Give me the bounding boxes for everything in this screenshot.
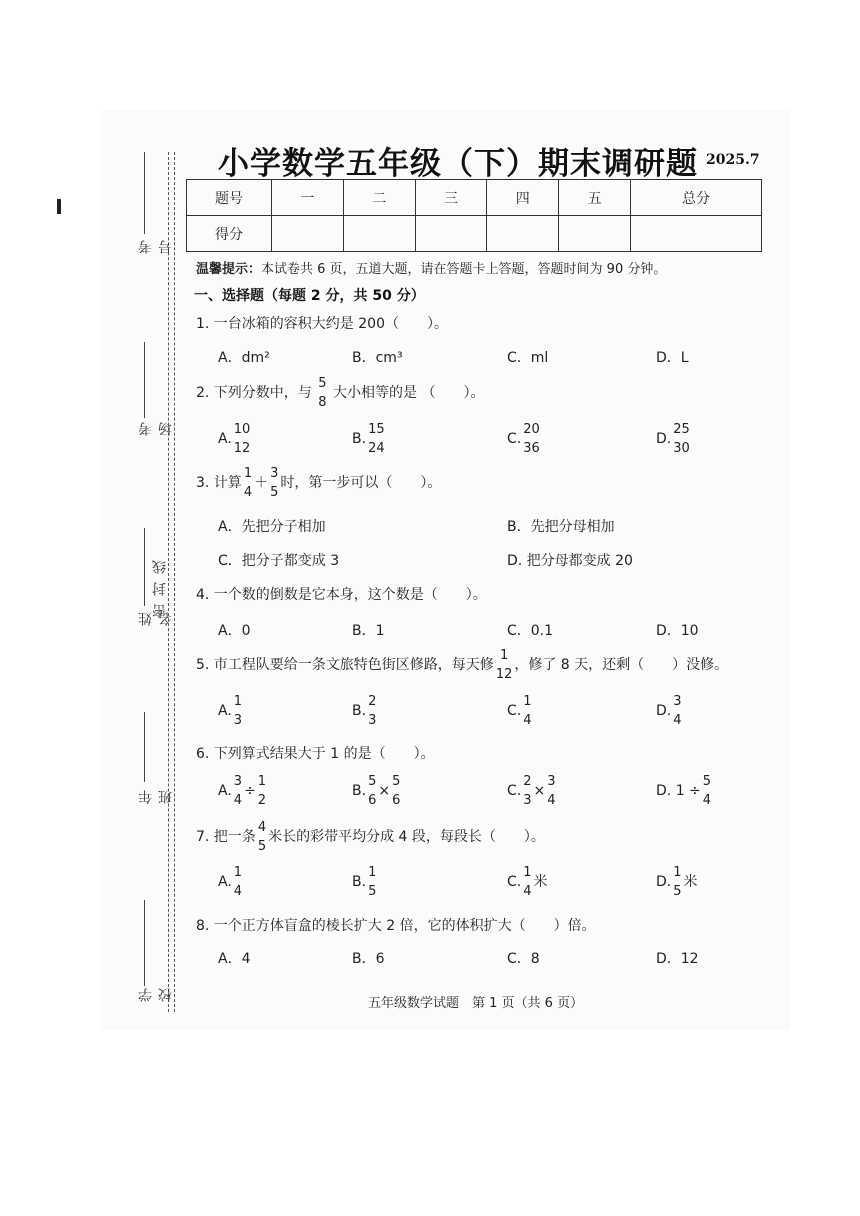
option-a[interactable]	[218, 420, 252, 458]
numerator: 1	[523, 694, 532, 709]
denominator: 30	[673, 441, 690, 456]
option-c[interactable]: C．ml	[507, 350, 549, 366]
option-letter: A.	[218, 703, 232, 719]
numerator: 5	[318, 376, 327, 391]
option-d[interactable]: D．10	[656, 623, 699, 639]
fraction	[547, 772, 555, 810]
denominator: 12	[495, 667, 513, 682]
option-letter: B.	[352, 874, 367, 890]
option-letter: D.	[656, 703, 672, 719]
denominator: 4	[233, 793, 243, 808]
page-title: 小学数学五年级（下）期末调研题	[218, 146, 698, 182]
operator: ÷	[244, 783, 256, 799]
question-7	[196, 818, 545, 856]
fraction	[523, 692, 531, 730]
option-b[interactable]	[352, 863, 378, 901]
denominator: 5	[270, 485, 279, 500]
option-d[interactable]: D．L	[656, 350, 689, 366]
option-b[interactable]	[352, 420, 387, 458]
option-a[interactable]: A．dm²	[218, 350, 270, 366]
option-letter: A.	[218, 431, 232, 447]
denominator: 36	[523, 441, 540, 456]
fraction	[673, 863, 681, 901]
fraction	[318, 374, 326, 412]
denominator: 5	[257, 839, 267, 854]
denominator: 6	[368, 793, 377, 808]
fraction	[673, 692, 681, 730]
option-letter: D.	[656, 874, 672, 890]
question-text: 3. 计算	[196, 475, 242, 491]
fraction	[270, 464, 278, 502]
header-cell: 一	[272, 180, 344, 216]
denominator: 6	[392, 793, 401, 808]
fraction	[523, 772, 531, 810]
scan-mark	[57, 199, 61, 214]
field-line	[144, 342, 145, 418]
option-letter: C.	[507, 783, 522, 799]
option-letter: B.	[352, 431, 367, 447]
option-letter: C.	[507, 874, 522, 890]
numerator: 2	[368, 694, 377, 709]
page-footer: 五年级数学试题 第 1 页（共 6 页）	[368, 996, 584, 1011]
option-d[interactable]	[656, 863, 698, 901]
plus-sign: ＋	[254, 475, 269, 491]
denominator: 12	[233, 441, 251, 456]
numerator: 2	[523, 774, 532, 789]
tip-label: 温馨提示：	[196, 262, 262, 277]
question-4: 4. 一个数的倒数是它本身，这个数是（ ）。	[196, 587, 487, 603]
numerator: 1	[257, 774, 267, 789]
expression-text: 1 ÷	[675, 783, 701, 799]
denominator: 4	[702, 793, 712, 808]
option-b[interactable]	[352, 692, 378, 730]
denominator: 5	[673, 884, 682, 899]
field-line	[144, 528, 145, 606]
option-b[interactable]	[352, 772, 402, 810]
header-cell: 三	[415, 180, 487, 216]
numerator: 15	[368, 422, 385, 437]
option-b[interactable]: B．cm³	[352, 350, 403, 366]
denominator: 8	[318, 395, 327, 410]
fraction	[523, 863, 531, 901]
fraction	[234, 863, 242, 901]
fraction	[258, 772, 266, 810]
field-label: 学校	[138, 988, 174, 1002]
numerator: 4	[257, 820, 267, 835]
score-cell[interactable]	[415, 216, 487, 252]
option-c[interactable]: C．把分子都变成 3	[218, 553, 340, 569]
denominator: 4	[233, 884, 243, 899]
denominator: 4	[673, 713, 682, 728]
question-text: 米长的彩带平均分成 4 段，每段长（ ）。	[268, 829, 545, 845]
fraction	[368, 772, 376, 810]
fraction	[234, 692, 242, 730]
binding-dashed-line-inner	[174, 152, 175, 1012]
denominator: 5	[368, 884, 377, 899]
header-cell: 总分	[630, 180, 761, 216]
denominator: 24	[368, 441, 385, 456]
fraction	[703, 772, 711, 810]
header-cell: 题号	[187, 180, 272, 216]
field-line	[144, 900, 145, 986]
option-d[interactable]: D．12	[656, 951, 699, 967]
header-cell: 四	[487, 180, 559, 216]
numerator: 10	[233, 422, 251, 437]
numerator: 1	[499, 648, 509, 663]
option-letter: A.	[218, 874, 232, 890]
field-label: 考场	[138, 422, 174, 436]
score-cell[interactable]	[487, 216, 559, 252]
fraction	[244, 464, 252, 502]
option-b[interactable]: B．6	[352, 951, 385, 967]
question-1: 1. 一台冰箱的容积大约是 200（ ）。	[196, 316, 448, 332]
option-d[interactable]	[656, 692, 684, 730]
denominator: 2	[257, 793, 267, 808]
score-cell[interactable]	[272, 216, 344, 252]
header-cell: 二	[343, 180, 415, 216]
option-a[interactable]	[218, 772, 268, 810]
option-b[interactable]: B．先把分母相加	[507, 519, 615, 535]
option-letter: C.	[507, 431, 522, 447]
field-label: 考号	[138, 240, 174, 254]
numerator: 3	[547, 774, 556, 789]
denominator: 4	[523, 713, 532, 728]
fraction	[523, 420, 540, 458]
tip-line	[196, 258, 666, 277]
numerator: 5	[368, 774, 377, 789]
question-text: 7. 把一条	[196, 829, 256, 845]
option-a[interactable]: A．先把分子相加	[218, 519, 326, 535]
numerator: 1	[523, 865, 532, 880]
numerator: 5	[392, 774, 401, 789]
exam-date: 2025.7	[706, 152, 760, 168]
question-text: ，修了 8 天，还剩（ ）没修。	[514, 657, 729, 673]
question-text: 5. 市工程队要给一条文旅特色街区修路，每天修	[196, 657, 494, 673]
denominator: 4	[547, 793, 556, 808]
score-cell[interactable]	[630, 216, 761, 252]
denominator: 3	[233, 713, 243, 728]
question-5	[196, 646, 728, 684]
fraction	[392, 772, 400, 810]
option-c[interactable]	[507, 772, 558, 810]
denominator: 4	[523, 884, 532, 899]
fraction	[368, 692, 376, 730]
numerator: 1	[673, 865, 682, 880]
field-label: 年 班	[138, 790, 174, 804]
option-a[interactable]	[218, 692, 244, 730]
option-letter: B.	[352, 703, 367, 719]
fraction	[234, 772, 242, 810]
denominator: 3	[523, 793, 532, 808]
score-cell[interactable]	[343, 216, 415, 252]
operator: ×	[533, 783, 546, 799]
unit: 米	[533, 874, 548, 890]
numerator: 25	[673, 422, 690, 437]
question-3	[196, 464, 441, 502]
option-c[interactable]: C．8	[507, 951, 540, 967]
question-text: 时，第一步可以（ ）。	[280, 475, 442, 491]
question-8: 8. 一个正方体盲盒的棱长扩大 2 倍，它的体积扩大（ ）倍。	[196, 918, 596, 934]
option-c[interactable]	[507, 692, 534, 730]
option-d[interactable]: D. 把分母都变成 20	[507, 553, 633, 569]
section-heading: 一、选择题（每题 2 分，共 50 分）	[194, 288, 425, 304]
numerator: 1	[368, 865, 377, 880]
question-6: 6. 下列算式结果大于 1 的是（ ）。	[196, 746, 435, 762]
score-table-score-row	[187, 216, 762, 252]
option-b[interactable]: B．1	[352, 623, 385, 639]
numerator: 1	[243, 466, 253, 481]
score-table	[186, 179, 762, 252]
numerator: 3	[233, 774, 243, 789]
question-text: 大小相等的是 （ ）。	[333, 385, 485, 401]
score-table-header-row	[187, 180, 762, 216]
fraction	[368, 863, 376, 901]
header-cell: 五	[559, 180, 631, 216]
option-a[interactable]: A．4	[218, 951, 251, 967]
row-label: 得分	[187, 216, 272, 252]
fraction	[673, 420, 690, 458]
seal-line-label: 密封线	[152, 552, 168, 618]
denominator: 3	[368, 713, 377, 728]
numerator: 1	[233, 865, 243, 880]
fraction	[234, 420, 251, 458]
numerator: 3	[673, 694, 682, 709]
unit: 米	[683, 874, 698, 890]
option-letter: B.	[352, 783, 367, 799]
fraction	[368, 420, 385, 458]
option-d[interactable]	[656, 772, 713, 810]
option-letter: D.	[656, 783, 672, 799]
option-a[interactable]: A．0	[218, 623, 251, 639]
numerator: 20	[523, 422, 540, 437]
numerator: 1	[233, 694, 243, 709]
numerator: 3	[270, 466, 279, 481]
score-cell[interactable]	[559, 216, 631, 252]
field-label: 姓名	[138, 612, 174, 626]
tip-text: 本试卷共 6 页，五道大题，请在答题卡上答题，答题时间为 90 分钟。	[261, 262, 667, 277]
option-d[interactable]	[656, 420, 692, 458]
option-c[interactable]	[507, 863, 548, 901]
option-letter: A.	[218, 783, 232, 799]
option-letter: D.	[656, 431, 672, 447]
option-a[interactable]	[218, 863, 244, 901]
fraction	[258, 818, 266, 856]
option-letter: C.	[507, 703, 522, 719]
option-c[interactable]: C．0.1	[507, 623, 554, 639]
option-c[interactable]	[507, 420, 542, 458]
fraction	[496, 646, 513, 684]
field-line	[144, 152, 145, 234]
numerator: 5	[702, 774, 712, 789]
operator: ×	[378, 783, 391, 799]
question-2	[196, 374, 484, 412]
field-line	[144, 712, 145, 782]
question-text: 2. 下列分数中，与	[196, 385, 312, 401]
denominator: 4	[243, 485, 253, 500]
